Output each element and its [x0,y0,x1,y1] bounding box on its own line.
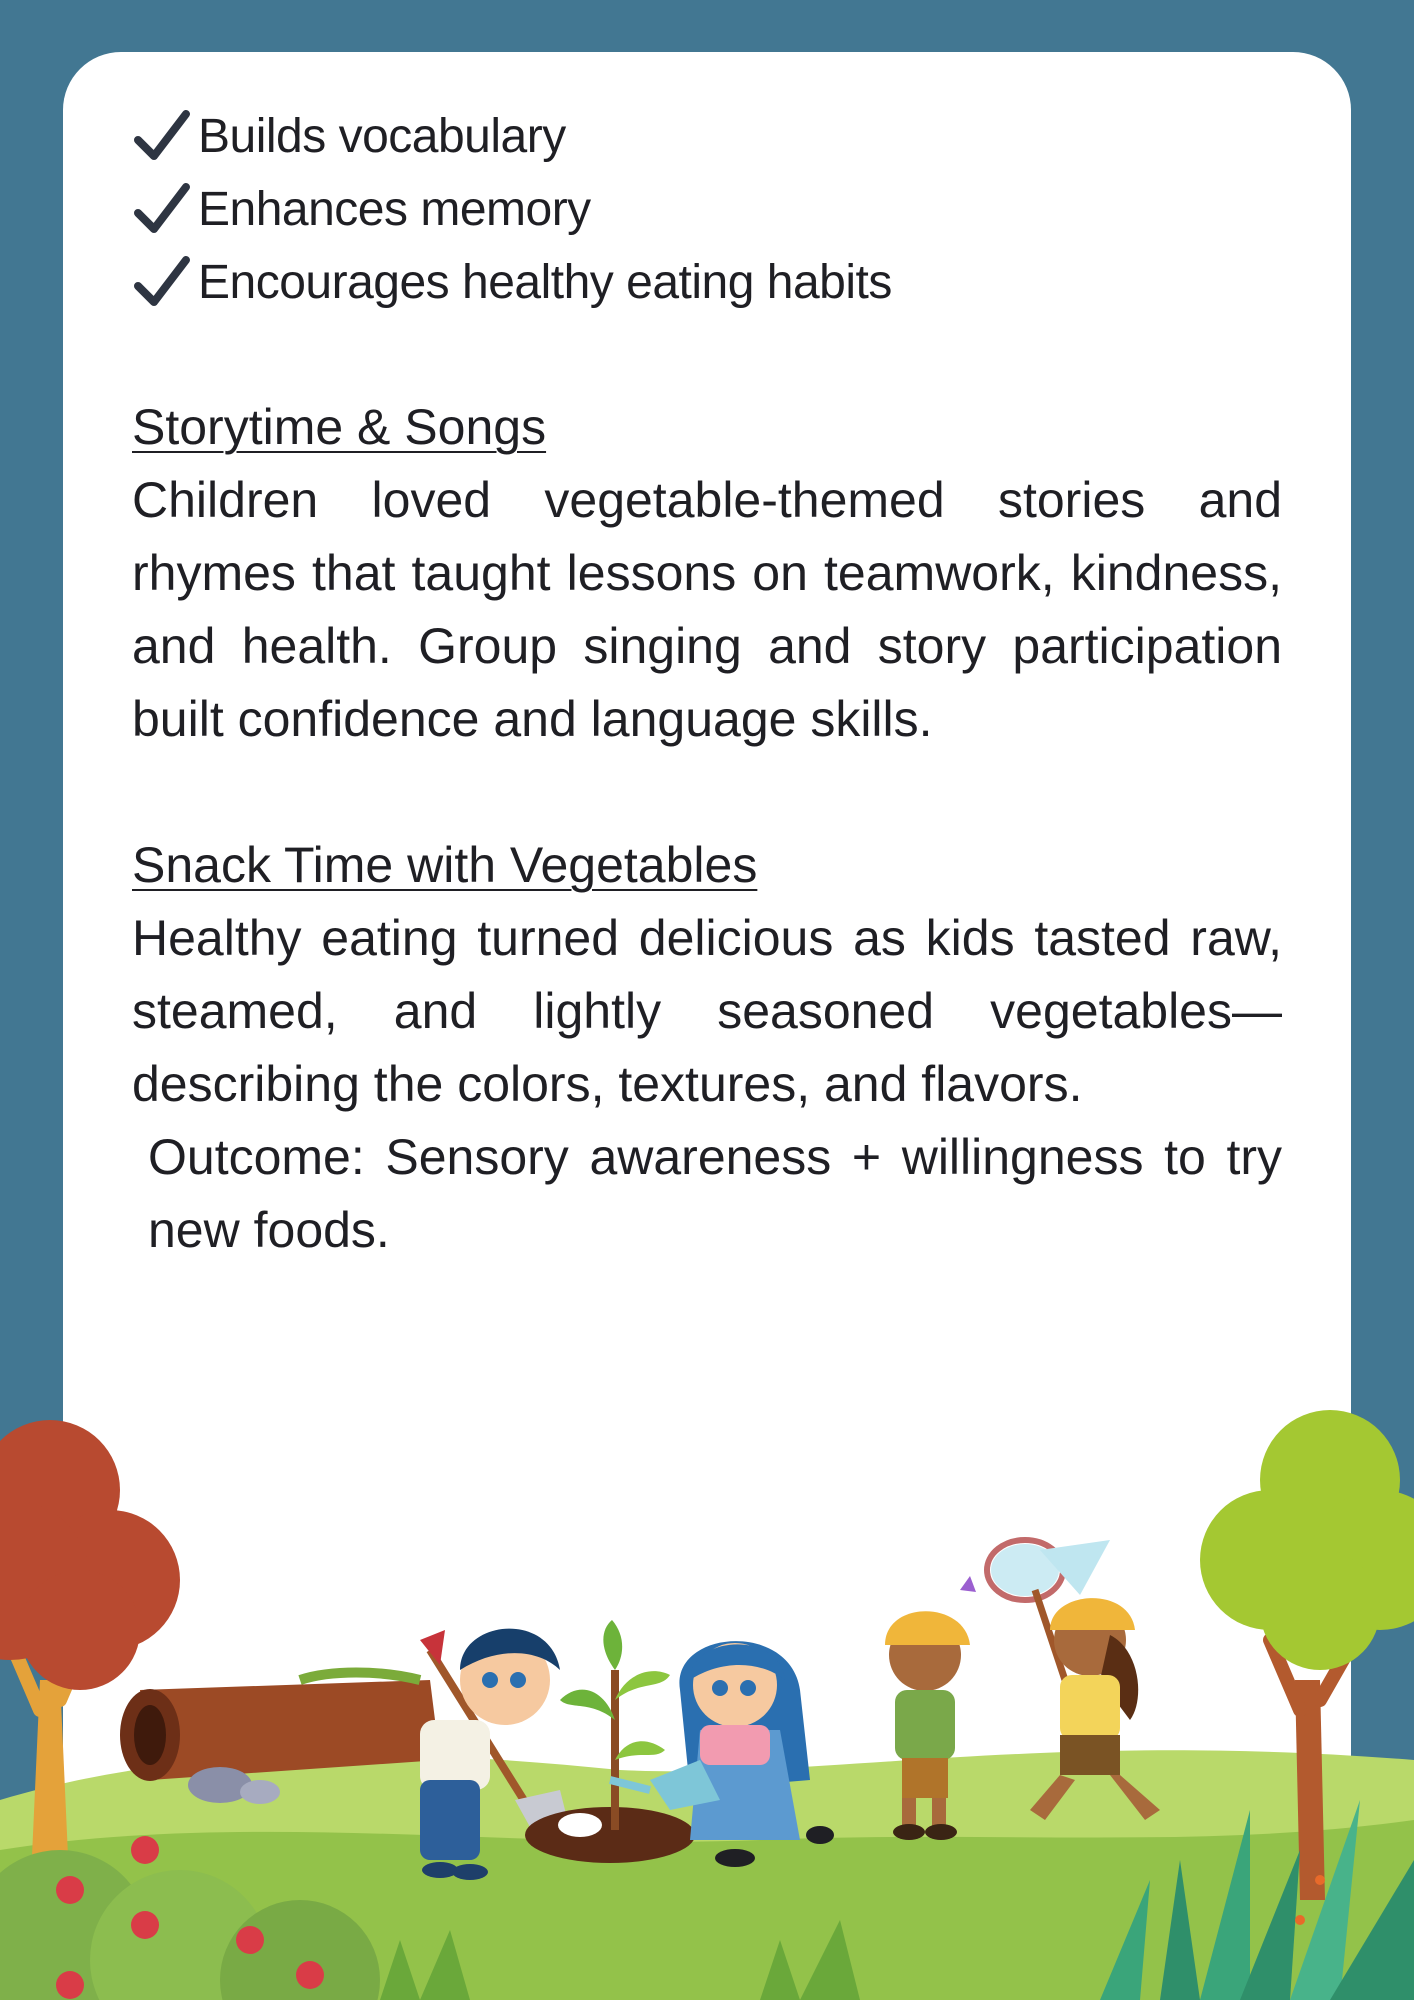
section-heading-snack-time: Snack Time with Vegetables [132,837,758,893]
checklist-item-label: Enhances memory [198,183,591,236]
section-body-storytime: Children loved vegetable-themed stories and rhymes that taught lessons on teamwork, kindness, and health. Group singing and story participation built confidence and language skills. [132,472,1282,747]
checklist-item-label: Builds vocabulary [198,110,566,163]
section-body-snack-time: Healthy eating turned delicious as kids tasted raw, steamed, and lightly seasoned vegetables—describing the colors, textures, and flavors. [132,910,1282,1112]
checklist-item [132,246,1282,319]
benefits-checklist [132,100,1282,319]
section-outcome-snack-time: Outcome: Sensory awareness + willingness to try new foods. [148,1129,1282,1258]
checklist-item [132,173,1282,246]
checklist-item [132,100,1282,173]
children-gardening-illustration [0,1380,1414,2000]
checklist-item-label: Encourages healthy eating habits [198,256,892,309]
check-icon [132,108,192,166]
check-icon [132,254,192,312]
section-heading-storytime: Storytime & Songs [132,399,547,455]
page-content [132,100,1282,1267]
check-icon [132,181,192,239]
